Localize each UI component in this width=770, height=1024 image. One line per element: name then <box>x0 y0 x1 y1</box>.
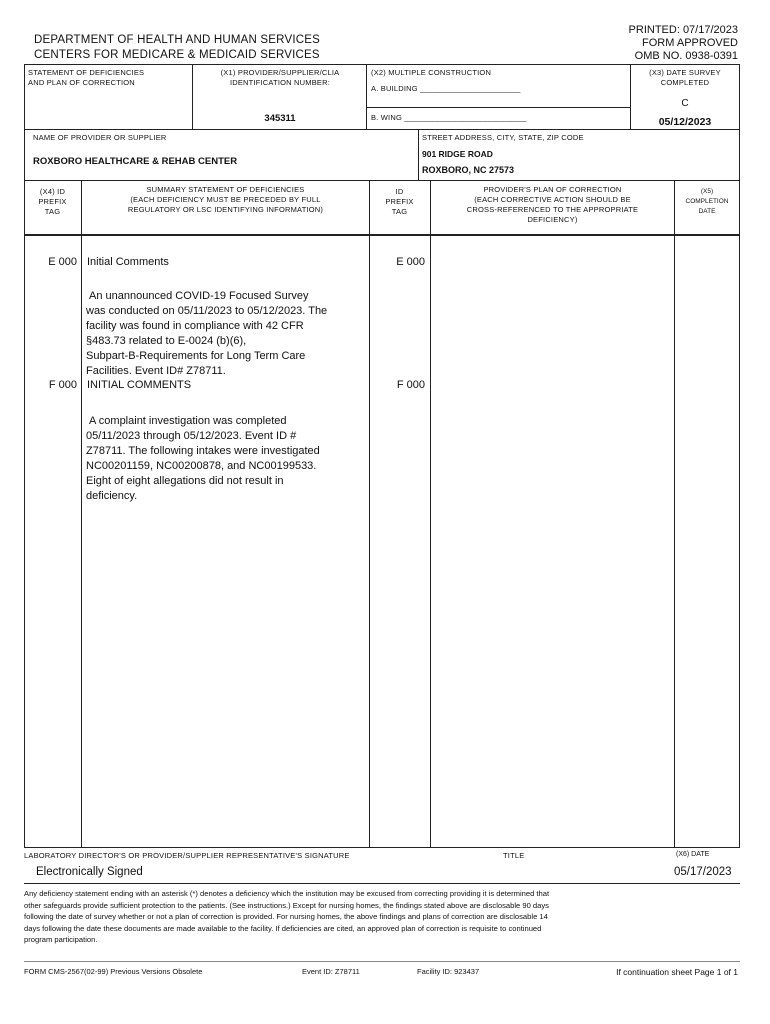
omb-number: OMB NO. 0938-0391 <box>634 50 738 62</box>
entry-body: An unannounced COVID-19 Focused Survey was conducted on 05/11/2023 to 05/12/2023. The facility was found in compliance with 42 CFR §483.73 related to E-0024 (b)(6), Subpart-B-Requirements for Long Term Care Facilities. Event ID# Z78711. <box>86 290 328 377</box>
event-id: Event ID: Z78711 <box>302 967 360 976</box>
x4-header: (X4) ID PREFIX TAG <box>38 187 67 216</box>
entry-id-tag: F 000 <box>396 379 425 391</box>
department-heading <box>34 33 320 63</box>
department-line-1: DEPARTMENT OF HEALTH AND HUMAN SERVICES <box>34 34 320 46</box>
form-info <box>629 24 738 63</box>
multiple-construction-label: (X2) MULTIPLE CONSTRUCTION <box>371 68 492 77</box>
date-label: (X6) DATE <box>676 851 710 858</box>
provider-id-number: 345311 <box>264 113 296 124</box>
entry-id-tag: E 000 <box>396 256 425 268</box>
plan-header: PROVIDER'S PLAN OF CORRECTION (EACH CORRECTIVE ACTION SHOULD BE CROSS-REFERENCED TO THE APPROPRIATE DEFICIENCY) <box>466 185 639 224</box>
entry-tag: F 000 <box>48 379 77 391</box>
id-prefix-header: ID PREFIX TAG <box>385 187 414 216</box>
street-address: 901 RIDGE ROAD <box>422 149 493 159</box>
summary-header: SUMMARY STATEMENT OF DEFICIENCIES (EACH DEFICIENCY MUST BE PRECEDED BY FULL REGULATORY OR LSC IDENTIFYING INFORMATION) <box>127 185 324 214</box>
signature-label: LABORATORY DIRECTOR'S OR PROVIDER/SUPPLIER REPRESENTATIVE'S SIGNATURE <box>24 851 350 860</box>
x3-label: (X3) DATE SURVEY COMPLETED <box>649 68 721 87</box>
signature-value: Electronically Signed <box>36 866 143 878</box>
entry-body: A complaint investigation was completed 05/11/2023 through 05/12/2023. Event ID # Z78711. The following intakes were investigated NC00201159, NC00200878, and NC00199533. Eight of eight allegations did not result in deficiency. <box>86 415 320 502</box>
x5-header: (X5) COMPLETION DATE <box>685 188 729 215</box>
form-number: FORM CMS-2567(02-99) Previous Versions Obsolete <box>24 967 203 976</box>
facility-id: Facility ID: 923437 <box>417 967 480 976</box>
building-line: A. BUILDING _______________________ <box>371 84 521 93</box>
wing-line: B. WING ____________________________ <box>371 113 527 122</box>
statement-label: STATEMENT OF DEFICIENCIES AND PLAN OF CORRECTION <box>28 68 145 87</box>
title-label: TITLE <box>503 851 525 860</box>
department-line-2: CENTERS FOR MEDICARE & MEDICAID SERVICES <box>34 49 320 61</box>
form-approved: FORM APPROVED <box>642 37 738 49</box>
page-indicator: If continuation sheet Page 1 of 1 <box>616 967 738 977</box>
signature-date: 05/17/2023 <box>674 866 732 878</box>
survey-code: C <box>681 98 689 109</box>
disclosure-footnote: Any deficiency statement ending with an asterisk (*) denotes a deficiency which the institution may be excused from correcting providing it is determined that other safeguards provide sufficient protection to the patients. (See instructions.) Except for nursing homes, the findings stated above are disclosable 90 days following the date of survey whether or not a plan of correction is provided. For nursing homes, the above findings and plans of correction are disclosable 14 days following the date these documents are made available to the facility. If deficiencies are cited, an approved plan of correction is requisite to continued program participation. <box>24 889 550 944</box>
entry-tag: E 000 <box>48 256 77 268</box>
provider-name: ROXBORO HEALTHCARE & REHAB CENTER <box>33 156 238 167</box>
city-state-zip: ROXBORO, NC 27573 <box>422 165 515 175</box>
survey-date: 05/12/2023 <box>658 116 712 128</box>
entry-title: INITIAL COMMENTS <box>87 379 192 391</box>
printed-date: PRINTED: 07/17/2023 <box>628 24 738 36</box>
entry-title: Initial Comments <box>87 256 169 268</box>
provider-name-label: NAME OF PROVIDER OR SUPPLIER <box>33 133 167 142</box>
x1-label: (X1) PROVIDER/SUPPLIER/CLIA IDENTIFICATION NUMBER: <box>220 68 340 87</box>
address-label: STREET ADDRESS, CITY, STATE, ZIP CODE <box>422 133 584 142</box>
